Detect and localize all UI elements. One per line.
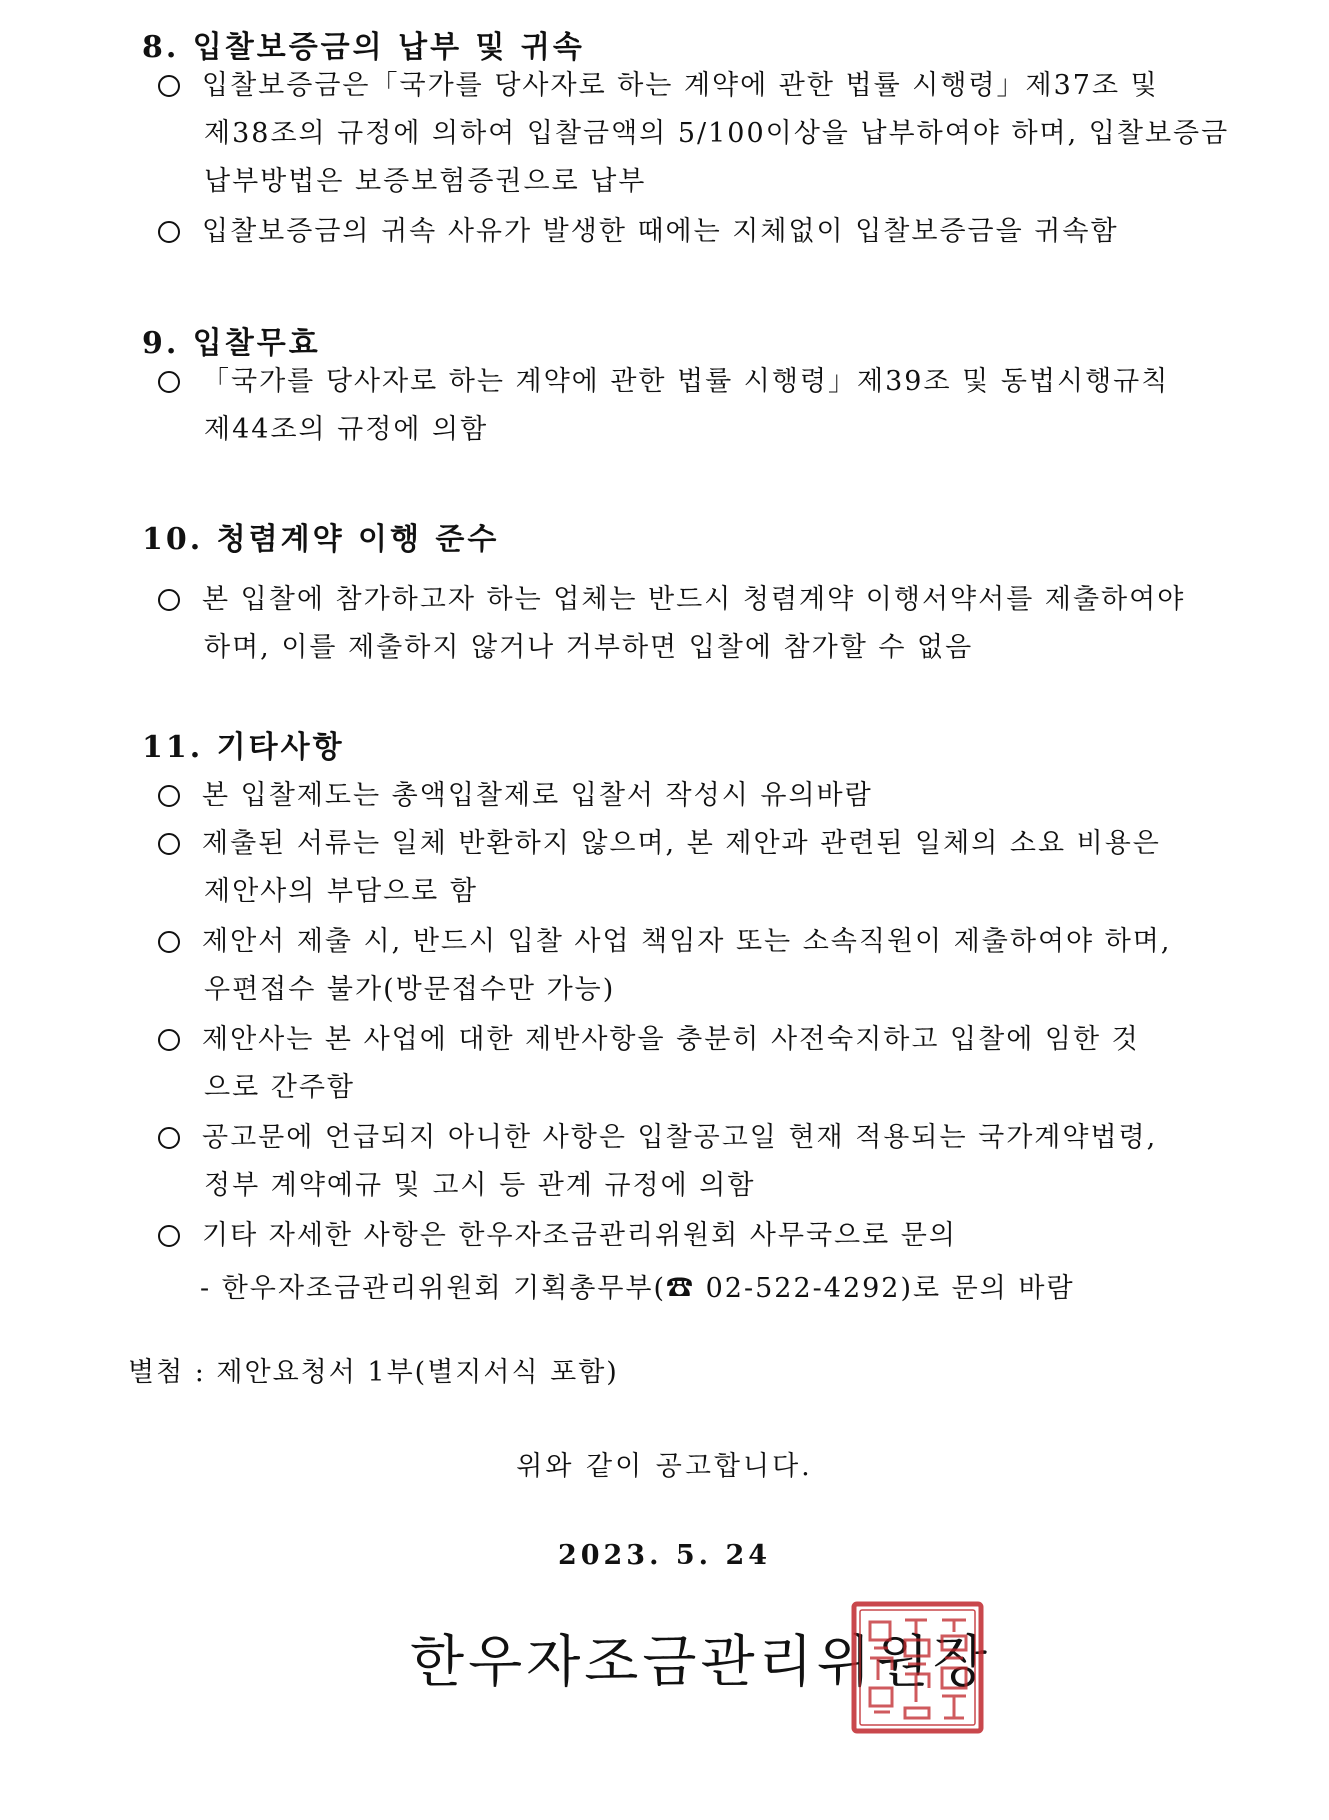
section-11-item-2 xyxy=(158,820,1218,916)
section-10-item-1 xyxy=(158,576,1218,672)
item-text-cont: 납부방법은 보증보험증권으로 납부 xyxy=(204,166,647,197)
bullet-circle-icon xyxy=(158,931,180,953)
item-text: 「국가를 당사자로 하는 계약에 관한 법률 시행령」제39조 및 동법시행규칙 xyxy=(202,366,1170,397)
section-9-title: 9. 입찰무효 xyxy=(142,326,321,361)
section-11-item-4 xyxy=(158,1016,1218,1112)
item-text: 제안사는 본 사업에 대한 제반사항을 충분히 사전숙지하고 입찰에 임한 것 xyxy=(202,1024,1140,1055)
item-text-cont: 정부 계약예규 및 고시 등 관계 규정에 의함 xyxy=(204,1170,756,1201)
bullet-circle-icon xyxy=(158,1225,180,1247)
item-text: 제출된 서류는 일체 반환하지 않으며, 본 제안과 관련된 일체의 소요 비용은 xyxy=(202,828,1161,859)
bullet-circle-icon xyxy=(158,1127,180,1149)
bullet-circle-icon xyxy=(158,785,180,807)
bullet-circle-icon xyxy=(158,221,180,243)
item-text: 본 입찰제도는 총액입찰제로 입찰서 작성시 유의바람 xyxy=(202,780,873,811)
section-9-item-1 xyxy=(158,358,1218,454)
item-text: 입찰보증금은「국가를 당사자로 하는 계약에 관한 법률 시행령」제37조 및 xyxy=(202,70,1159,101)
attachment-note: 별첨 : 제안요청서 1부(별지서식 포함) xyxy=(128,1357,619,1388)
organization-signature: 한우자조금관리위원장 xyxy=(410,1630,991,1695)
item-text-cont: 제38조의 규정에 의하여 입찰금액의 5/100이상을 납부하여야 하며, 입찰보증금 xyxy=(204,118,1230,149)
bullet-circle-icon xyxy=(158,75,180,97)
item-text-cont: 으로 간주함 xyxy=(204,1072,355,1103)
section-10-title: 10. 청렴계약 이행 준수 xyxy=(142,522,500,557)
item-text-cont: 제44조의 규정에 의함 xyxy=(204,414,489,445)
item-text: 제안서 제출 시, 반드시 입찰 사업 책임자 또는 소속직원이 제출하여야 하며, xyxy=(202,926,1172,957)
item-text-cont: 제안사의 부담으로 함 xyxy=(204,876,478,907)
item-text: 공고문에 언급되지 아니한 사항은 입찰공고일 현재 적용되는 국가계약법령, xyxy=(202,1122,1158,1153)
item-text: 기타 자세한 사항은 한우자조금관리위원회 사무국으로 문의 xyxy=(202,1220,957,1251)
bullet-circle-icon xyxy=(158,371,180,393)
item-text-cont: 우편접수 불가(방문접수만 가능) xyxy=(204,974,616,1005)
bullet-circle-icon xyxy=(158,589,180,611)
section-11-item-6 xyxy=(158,1212,1218,1260)
official-seal-stamp xyxy=(850,1600,985,1735)
announcement-date: 2023. 5. 24 xyxy=(557,1540,772,1571)
section-11-item-3 xyxy=(158,918,1218,1014)
section-8-title: 8. 입찰보증금의 납부 및 귀속 xyxy=(142,30,585,65)
item-text-cont: 하며, 이를 제출하지 않거나 거부하면 입찰에 참가할 수 없음 xyxy=(204,632,974,663)
bullet-circle-icon xyxy=(158,1029,180,1051)
section-8-item-1 xyxy=(158,62,1230,206)
section-11-item-1 xyxy=(158,772,1218,820)
section-11-item-5 xyxy=(158,1114,1218,1210)
section-8-item-2 xyxy=(158,208,1218,256)
section-11-title: 11. 기타사항 xyxy=(142,730,345,765)
item-text: 본 입찰에 참가하고자 하는 업체는 반드시 청렴계약 이행서약서를 제출하여야 xyxy=(202,584,1186,615)
closing-statement: 위와 같이 공고합니다. xyxy=(516,1451,813,1482)
item-text: 입찰보증금의 귀속 사유가 발생한 때에는 지체없이 입찰보증금을 귀속함 xyxy=(202,216,1119,247)
bullet-circle-icon xyxy=(158,833,180,855)
contact-note: - 한우자조금관리위원회 기획총무부(☎ 02-522-4292)로 문의 바람 xyxy=(200,1273,1075,1304)
